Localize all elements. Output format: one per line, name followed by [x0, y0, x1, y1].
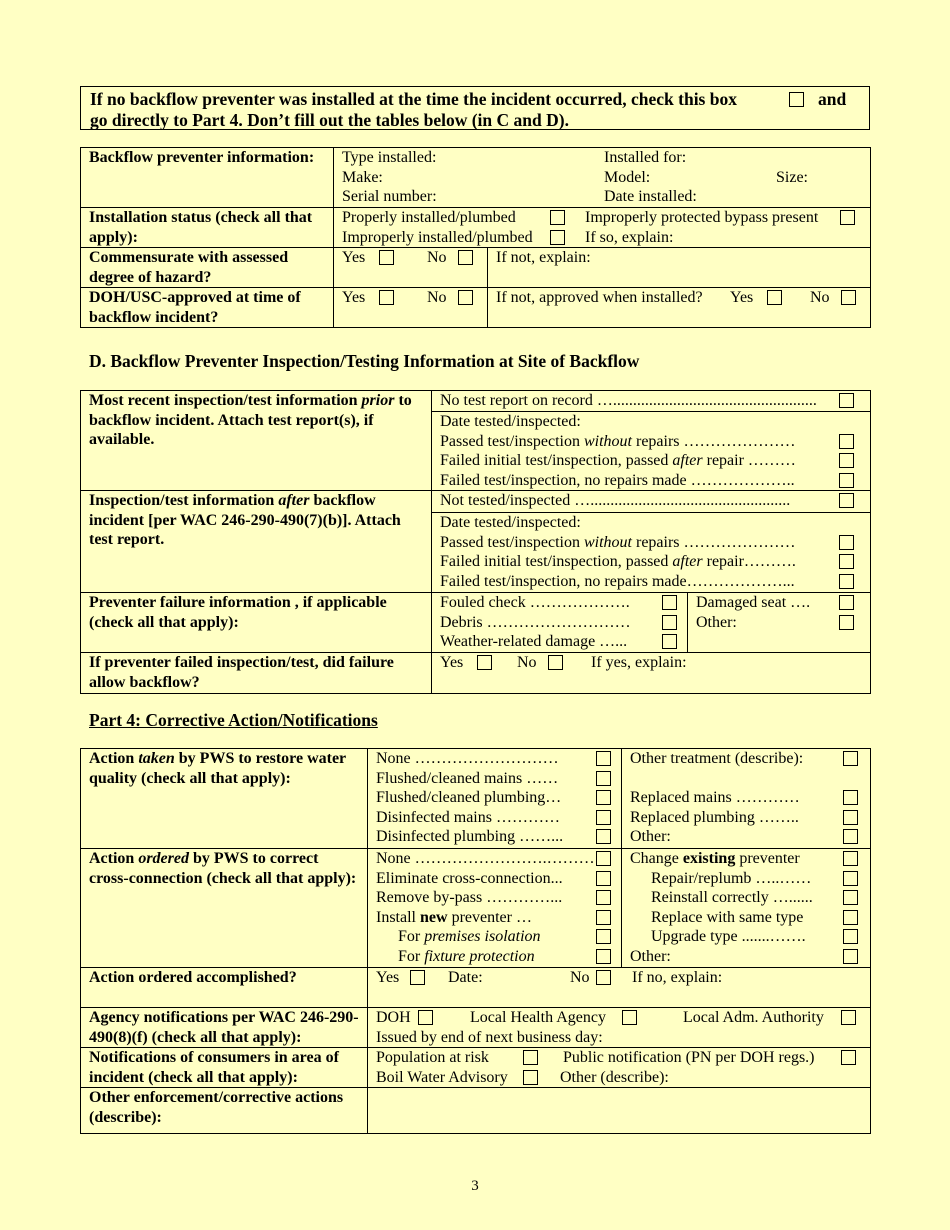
prior-failed-no-repairs-checkbox[interactable]	[839, 473, 854, 488]
flushed-mains-label: Flushed/cleaned mains ……	[376, 769, 559, 787]
disinfected-mains-label: Disinfected mains …………	[376, 808, 560, 826]
improperly-installed-checkbox[interactable]	[550, 230, 565, 245]
date-installed-field[interactable]: Date installed:	[604, 188, 697, 205]
fouled-check-label: Fouled check ……………….	[440, 594, 630, 611]
local-health-agency-label: Local Health Agency	[470, 1009, 606, 1026]
failure-allow-options	[432, 653, 871, 694]
page-number: 3	[471, 1178, 479, 1194]
inspection-testing-table	[80, 390, 871, 694]
model-field[interactable]: Model:	[604, 168, 651, 186]
corrective-action-table	[80, 748, 871, 1134]
replace-same-label: Replace with same type	[651, 908, 804, 926]
installed-no-label: No	[810, 289, 830, 306]
prior-failed-passed-checkbox[interactable]	[839, 453, 854, 468]
flushed-plumbing-label: Flushed/cleaned plumbing…	[376, 789, 562, 806]
taken-none-checkbox[interactable]	[596, 751, 611, 766]
disinfected-plumbing-label: Disinfected plumbing ……...	[376, 828, 564, 845]
commensurate-no-label: No	[427, 249, 447, 266]
remove-bypass-label: Remove by-pass …………...	[376, 889, 563, 906]
approved-no-checkbox[interactable]	[458, 290, 473, 305]
approved-when-installed-label: If not, approved when installed?	[496, 289, 703, 306]
consumer-options	[368, 1048, 871, 1088]
serial-number-field[interactable]: Serial number:	[342, 188, 437, 205]
repair-replumb-checkbox[interactable]	[843, 871, 858, 886]
disinfected-mains-checkbox[interactable]	[596, 810, 611, 825]
commensurate-yes-label: Yes	[342, 249, 366, 266]
local-adm-authority-label: Local Adm. Authority	[683, 1009, 824, 1026]
improperly-installed-label: Improperly installed/plumbed	[342, 228, 533, 246]
other-enforcement-label: Other enforcement/corrective actions (describe):	[81, 1088, 368, 1134]
after-test-label: Inspection/test information after backflow incident [per WAC 246-290-490(7)(b)]. Attach test report.	[81, 491, 432, 593]
boil-water-label: Boil Water Advisory	[376, 1068, 508, 1086]
type-installed-field[interactable]: Type installed:	[342, 149, 437, 166]
failure-other-field[interactable]: Other:	[696, 613, 737, 631]
repair-replumb-label: Repair/replumb …..……	[651, 869, 812, 887]
agency-options	[368, 1008, 871, 1048]
accomplished-yes-checkbox[interactable]	[410, 970, 425, 985]
bypass-present-label: Improperly protected bypass present	[585, 209, 819, 226]
weather-damage-label: Weather-related damage …...	[440, 633, 628, 650]
other-enforcement-field[interactable]	[368, 1088, 871, 1134]
local-health-agency-checkbox[interactable]	[622, 1010, 637, 1025]
upgrade-type-checkbox[interactable]	[843, 929, 858, 944]
agency-notifications-label: Agency notifications per WAC 246-290-490(8)(f) (check all that apply):	[81, 1008, 368, 1048]
replaced-plumbing-checkbox[interactable]	[843, 810, 858, 825]
after-failed-no-repairs-checkbox[interactable]	[839, 574, 854, 589]
make-field[interactable]: Make:	[342, 168, 383, 186]
prior-test-details: Date tested/inspected: Passed test/inspection without repairs ………………… Failed initial test/inspection, passed after repair ……… Failed test/inspection, no repairs made ………………..	[432, 412, 871, 491]
public-notification-checkbox[interactable]	[841, 1050, 856, 1065]
taken-none-label: None ………………………	[376, 750, 559, 767]
after-date-tested-field[interactable]: Date tested/inspected:	[440, 514, 581, 531]
remove-bypass-checkbox[interactable]	[596, 890, 611, 905]
prior-failed-no-repairs-label: Failed test/inspection, no repairs made ………………..	[440, 471, 795, 489]
backflow-preventer-table	[80, 147, 871, 328]
ordered-other-checkbox[interactable]	[843, 949, 858, 964]
after-failed-no-repairs-label: Failed test/inspection, no repairs made………………...	[440, 572, 795, 590]
accomplished-yes-label: Yes	[376, 969, 400, 986]
boil-water-checkbox[interactable]	[523, 1070, 538, 1085]
install-explain-field[interactable]: If so, explain:	[585, 228, 674, 246]
installed-no-checkbox[interactable]	[841, 290, 856, 305]
prior-passed-checkbox[interactable]	[839, 434, 854, 449]
no-preventer-checkbox[interactable]	[789, 92, 804, 107]
action-ordered-left: None …………………….……… Eliminate cross-connection... Remove by-pass …………... Install new preventer … For premises isolation For fixture protection	[368, 849, 622, 968]
properly-installed-label: Properly installed/plumbed	[342, 209, 516, 226]
action-taken-right	[622, 749, 871, 849]
change-existing-checkbox[interactable]	[843, 851, 858, 866]
prior-test-label: Most recent inspection/test information prior to backflow incident. Attach test report(s), if available.	[81, 391, 432, 491]
replaced-mains-checkbox[interactable]	[843, 790, 858, 805]
allow-explain-field[interactable]: If yes, explain:	[591, 654, 687, 671]
other-treatment-checkbox[interactable]	[843, 751, 858, 766]
accomplished-no-checkbox[interactable]	[596, 970, 611, 985]
debris-checkbox[interactable]	[662, 615, 677, 630]
size-field[interactable]: Size:	[776, 168, 808, 186]
premises-isolation-checkbox[interactable]	[596, 929, 611, 944]
local-adm-authority-checkbox[interactable]	[841, 1010, 856, 1025]
allow-yes-label: Yes	[440, 654, 464, 671]
consumer-other-field[interactable]: Other (describe):	[560, 1068, 669, 1086]
allow-no-label: No	[517, 654, 537, 671]
install-status-label: Installation status (check all that apply):	[81, 208, 334, 248]
taken-other-field[interactable]: Other:	[630, 828, 671, 845]
fixture-protection-checkbox[interactable]	[596, 949, 611, 964]
ordered-none-label: None …………………….………	[376, 850, 595, 867]
damaged-seat-label: Damaged seat ….	[696, 594, 811, 611]
prior-date-tested-field[interactable]: Date tested/inspected:	[440, 413, 581, 430]
flushed-plumbing-checkbox[interactable]	[596, 790, 611, 805]
failure-allow-label: If preventer failed inspection/test, did failure allow backflow?	[81, 653, 432, 694]
replaced-plumbing-label: Replaced plumbing ……..	[630, 808, 799, 826]
bp-info-fields	[334, 148, 871, 208]
flushed-mains-checkbox[interactable]	[596, 771, 611, 786]
notice-line2: go directly to Part 4. Don’t fill out the tables below (in C and D).	[90, 110, 569, 130]
not-tested-checkbox[interactable]	[839, 493, 854, 508]
approved-label: DOH/USC-approved at time of backflow incident?	[81, 288, 334, 328]
notice-line1: If no backflow preventer was installed at the time the incident occurred, check this box	[90, 89, 737, 109]
failure-other-checkbox[interactable]	[839, 615, 854, 630]
section-d-heading: D. Backflow Preventer Inspection/Testing Information at Site of Backflow	[89, 351, 640, 371]
population-at-risk-checkbox[interactable]	[523, 1050, 538, 1065]
commensurate-label: Commensurate with assessed degree of hazard?	[81, 248, 334, 288]
doh-checkbox[interactable]	[418, 1010, 433, 1025]
no-test-report-checkbox[interactable]	[839, 393, 854, 408]
ordered-other-field[interactable]: Other:	[630, 947, 671, 965]
failure-options-left	[432, 593, 688, 653]
ordered-none-checkbox[interactable]	[596, 851, 611, 866]
damaged-seat-checkbox[interactable]	[839, 595, 854, 610]
action-ordered-label: Action ordered by PWS to correct cross-connection (check all that apply):	[81, 849, 368, 968]
after-failed-passed-checkbox[interactable]	[839, 554, 854, 569]
not-tested-row	[432, 491, 871, 513]
after-test-details: Date tested/inspected: Passed test/inspection without repairs ………………… Failed initial test/inspection, passed after repair………. Failed test/inspection, no repairs made………………...	[432, 513, 871, 593]
installed-yes-checkbox[interactable]	[767, 290, 782, 305]
reinstall-label: Reinstall correctly …......	[651, 889, 813, 906]
commensurate-yes-checkbox[interactable]	[379, 250, 394, 265]
part4-heading: Part 4: Corrective Action/Notifications	[89, 710, 378, 730]
commensurate-no-checkbox[interactable]	[458, 250, 473, 265]
doh-label: DOH	[376, 1009, 411, 1026]
other-treatment-field[interactable]: Other treatment (describe):	[630, 750, 804, 767]
commensurate-explain-field[interactable]: If not, explain:	[488, 248, 871, 288]
approved-options	[334, 288, 488, 328]
installed-yes-label: Yes	[730, 289, 754, 306]
action-taken-left	[368, 749, 622, 849]
action-taken-label: Action taken by PWS to restore water quality (check all that apply):	[81, 749, 368, 849]
fouled-check-checkbox[interactable]	[662, 595, 677, 610]
allow-no-checkbox[interactable]	[548, 655, 563, 670]
reinstall-checkbox[interactable]	[843, 890, 858, 905]
no-preventer-notice	[80, 86, 870, 130]
issued-by-field[interactable]: Issued by end of next business day:	[376, 1028, 603, 1046]
bypass-present-checkbox[interactable]	[840, 210, 855, 225]
notice-line1-end: and	[818, 89, 847, 109]
taken-other-checkbox[interactable]	[843, 829, 858, 844]
approved-when-installed	[488, 288, 871, 328]
properly-installed-checkbox[interactable]	[550, 210, 565, 225]
replaced-mains-label: Replaced mains …………	[630, 789, 800, 806]
population-at-risk-label: Population at risk	[376, 1049, 489, 1066]
failure-options-right	[688, 593, 871, 653]
debris-label: Debris ………………………	[440, 613, 631, 631]
install-new-checkbox[interactable]	[596, 910, 611, 925]
after-passed-checkbox[interactable]	[839, 535, 854, 550]
install-status-fields	[334, 208, 871, 248]
upgrade-type-label: Upgrade type .......…….	[651, 928, 806, 945]
approved-yes-label: Yes	[342, 289, 366, 306]
accomplished-no-label: No	[570, 969, 590, 986]
accomplished-date-field[interactable]: Date:	[448, 969, 483, 986]
not-tested-label: Not tested/inspected …..................................................	[440, 492, 791, 509]
no-test-report-label: No test report on record …...................................................	[440, 392, 817, 409]
accomplished-explain-field[interactable]: If no, explain:	[632, 969, 723, 986]
accomplished-label: Action ordered accomplished?	[81, 968, 368, 1008]
bp-info-label: Backflow preventer information:	[81, 148, 334, 208]
installed-for-field[interactable]: Installed for:	[604, 149, 687, 166]
failure-info-label: Preventer failure information , if applicable (check all that apply):	[81, 593, 432, 653]
public-notification-label: Public notification (PN per DOH regs.)	[563, 1049, 815, 1066]
approved-no-label: No	[427, 289, 447, 306]
eliminate-label: Eliminate cross-connection...	[376, 869, 563, 887]
allow-yes-checkbox[interactable]	[477, 655, 492, 670]
commensurate-options	[334, 248, 488, 288]
accomplished-options	[368, 968, 871, 1008]
weather-damage-checkbox[interactable]	[662, 634, 677, 649]
replace-same-checkbox[interactable]	[843, 910, 858, 925]
action-ordered-right: Change existing preventer Repair/replumb …..…… Reinstall correctly …...... Replace with same type Upgrade type .......……. Other:	[622, 849, 871, 968]
no-test-report-row	[432, 391, 871, 412]
eliminate-checkbox[interactable]	[596, 871, 611, 886]
consumer-notifications-label: Notifications of consumers in area of incident (check all that apply):	[81, 1048, 368, 1088]
approved-yes-checkbox[interactable]	[379, 290, 394, 305]
disinfected-plumbing-checkbox[interactable]	[596, 829, 611, 844]
